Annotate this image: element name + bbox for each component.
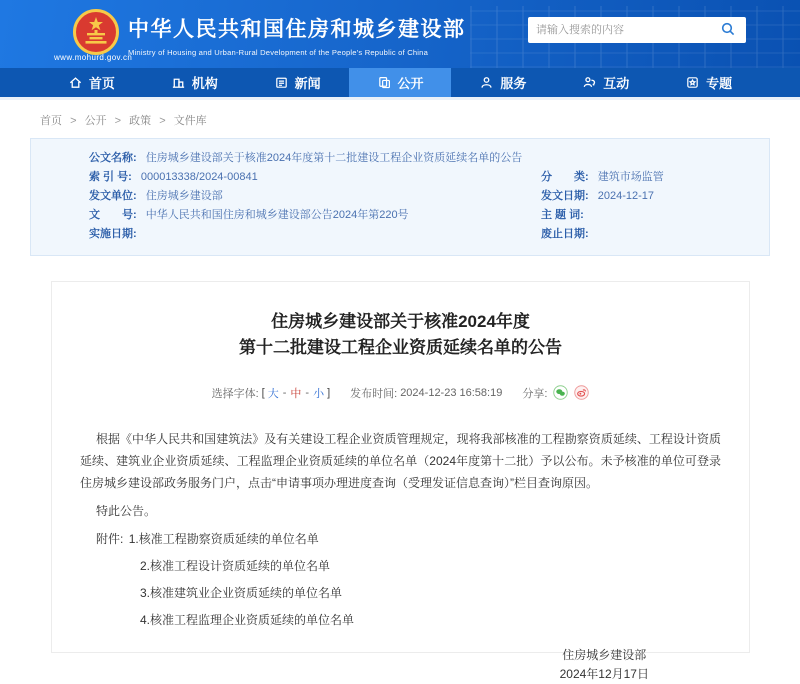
meta-value: 建筑市场监管 <box>597 171 664 183</box>
font-selector-bracket-open: [ <box>261 386 265 399</box>
meta-value: 2024-12-17 <box>597 190 655 202</box>
meta-value: 住房城乡建设部 <box>145 190 223 202</box>
breadcrumb-library[interactable]: 文件库 <box>173 115 207 127</box>
document-meta-panel <box>30 138 770 256</box>
meta-row-doc-name <box>89 149 541 168</box>
nav-item-news[interactable] <box>246 68 349 97</box>
nav-item-home[interactable] <box>40 68 143 97</box>
site-title-block <box>128 13 466 57</box>
search-icon <box>720 21 736 40</box>
site-name: 中华人民共和国住房和城乡建设部 <box>128 18 466 41</box>
nav-label: 新闻 <box>294 76 321 91</box>
meta-label: 实施日期: <box>89 228 137 240</box>
home-icon <box>68 75 83 90</box>
breadcrumb-policy[interactable]: 政策 <box>129 115 152 127</box>
meta-row-index-number <box>89 168 541 187</box>
breadcrumb-separator: > <box>159 115 166 127</box>
meta-row-issuing-unit <box>89 187 541 206</box>
attachments-label: 附件: <box>96 531 124 546</box>
main-nav <box>0 68 800 100</box>
meta-label: 索 引 号: <box>89 171 132 183</box>
nav-item-services[interactable] <box>451 68 554 97</box>
signature-org: 住房城乡建设部 <box>562 647 647 662</box>
attachment-2: 2.核准工程设计资质延续的单位名单 <box>140 558 331 573</box>
nav-label: 首页 <box>88 76 115 91</box>
wechat-share-icon[interactable] <box>553 385 568 400</box>
attachment-3: 3.核准建筑业企业资质延续的单位名单 <box>140 585 343 600</box>
attachment-1: 1.核准工程勘察资质延续的单位名单 <box>128 531 319 546</box>
publish-time-value: 2024-12-23 16:58:19 <box>400 386 503 399</box>
nav-label: 机构 <box>191 76 218 91</box>
weibo-share-icon[interactable] <box>574 385 589 400</box>
site-header <box>0 0 800 68</box>
meta-label: 发文日期: <box>541 190 589 202</box>
article-paragraph-closing: 特此公告。 <box>96 503 157 518</box>
font-selector-label: 选择字体: <box>211 387 259 400</box>
article-body <box>78 428 723 681</box>
meta-value: 中华人民共和国住房和城乡建设部公告2024年第220号 <box>145 209 409 221</box>
meta-value: 000013338/2024-00841 <box>140 171 258 183</box>
nav-item-topics[interactable] <box>657 68 760 97</box>
article-meta-row <box>78 385 723 401</box>
share-label: 分享: <box>522 387 548 400</box>
meta-row-spacer <box>541 149 759 168</box>
meta-label: 发文单位: <box>89 190 137 202</box>
search-input[interactable] <box>536 24 718 36</box>
meta-row-category <box>541 168 759 187</box>
site-url: www.mohurd.gov.cn <box>54 53 133 62</box>
attachment-4: 4.核准工程监理企业资质延续的单位名单 <box>140 612 355 627</box>
national-emblem-icon <box>72 8 120 56</box>
signature-block <box>560 646 649 684</box>
nav-label: 专题 <box>706 76 733 91</box>
meta-value: 住房城乡建设部关于核准2024年度第十二批建设工程企业资质延续名单的公告 <box>145 152 523 164</box>
site-name-english: Ministry of Housing and Urban-Rural Development of the People's Republic of China <box>128 48 429 57</box>
article-title-line1: 住房城乡建设部关于核准2024年度 <box>271 312 530 331</box>
font-size-medium-button[interactable]: 中 <box>290 387 302 400</box>
font-selector-separator: - <box>305 386 310 399</box>
meta-row-implementation-date <box>89 225 541 244</box>
article-card <box>51 281 750 681</box>
article-paragraph: 根据《中华人民共和国建筑法》及有关建设工程企业资质管理规定，现将我部核准的工程勘察资质延续、工程设计资质延续、建筑业企业资质延续、工程监理企业资质延续的单位名单（2024年度第十二批）予以公布。未予核准的单位可登录住房城乡建设部政务服务门户，点击“申请事项办理进度查询（受理发证信息查询）”栏目查询原因。 <box>80 431 721 490</box>
documents-icon <box>377 75 392 90</box>
person-icon <box>479 75 494 90</box>
building-icon <box>171 75 186 90</box>
meta-column-right <box>541 149 759 244</box>
nav-label: 服务 <box>500 76 527 91</box>
meta-label: 分 类: <box>541 171 589 183</box>
meta-label: 公文名称: <box>89 152 137 164</box>
breadcrumb-home[interactable]: 首页 <box>40 115 62 127</box>
article-title <box>78 309 723 362</box>
nav-item-interaction[interactable] <box>554 68 657 97</box>
star-box-icon <box>685 75 700 90</box>
nav-label: 公开 <box>397 76 424 91</box>
meta-row-abolition-date <box>541 225 759 244</box>
nav-item-org[interactable] <box>143 68 246 97</box>
meta-row-doc-number <box>89 206 541 225</box>
news-icon <box>274 75 289 90</box>
attachment-item <box>80 528 721 550</box>
meta-label: 文 号: <box>89 209 137 221</box>
font-selector-bracket-close: ] <box>327 386 331 399</box>
breadcrumb-separator: > <box>70 115 77 127</box>
font-size-small-button[interactable]: 小 <box>313 387 325 400</box>
meta-row-subject-words <box>541 206 759 225</box>
article-title-line2: 第十二批建设工程企业资质延续名单的公告 <box>239 338 562 358</box>
attachments-list <box>80 528 721 631</box>
breadcrumb-public[interactable]: 公开 <box>84 115 107 127</box>
nav-label: 互动 <box>603 76 630 91</box>
interaction-icon <box>582 75 597 90</box>
breadcrumb-separator: > <box>114 115 122 127</box>
meta-label: 废止日期: <box>541 228 589 240</box>
meta-row-issue-date <box>541 187 759 206</box>
signature-date: 2024年12月17日 <box>559 666 649 681</box>
font-selector-separator: - <box>282 386 287 399</box>
publish-time-label: 发布时间: <box>350 387 398 400</box>
search-box <box>528 17 746 43</box>
meta-label: 主 题 词: <box>541 209 584 221</box>
meta-column-left <box>89 149 541 244</box>
font-size-large-button[interactable]: 大 <box>267 387 279 400</box>
breadcrumb <box>40 112 800 127</box>
nav-item-public[interactable] <box>349 68 452 97</box>
search-button[interactable] <box>718 20 738 40</box>
